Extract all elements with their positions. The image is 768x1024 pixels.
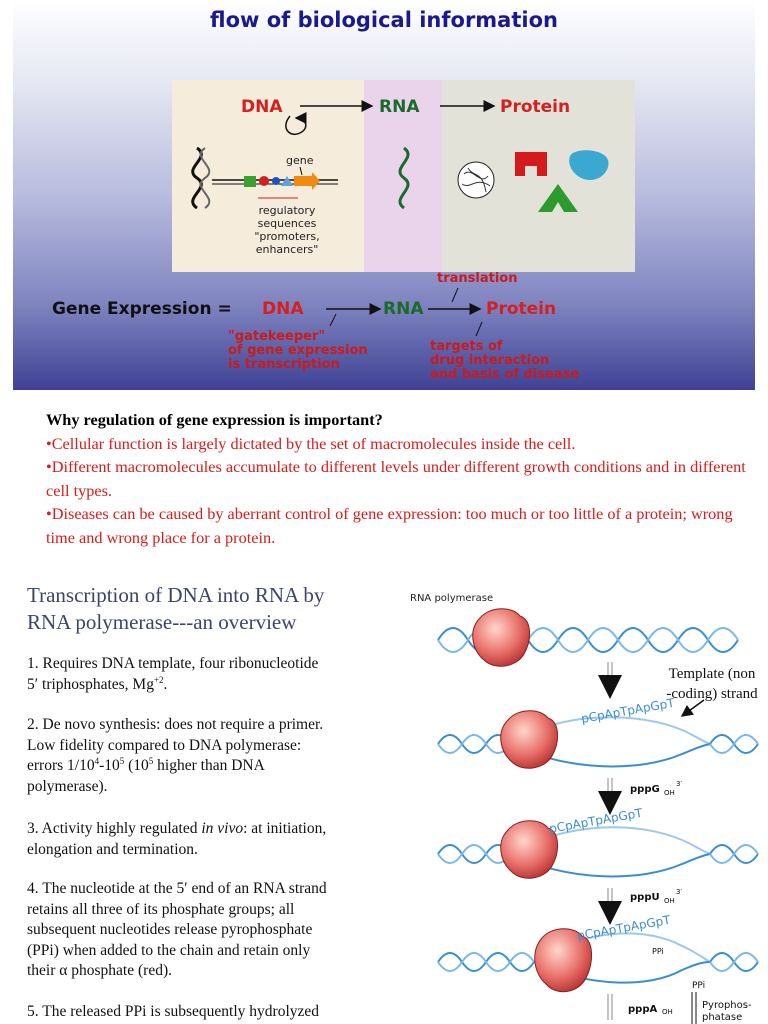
ge-rna-label: RNA (383, 299, 424, 319)
svg-text:3′: 3′ (676, 888, 683, 896)
central-dogma-graphics (0, 0, 768, 390)
globular-protein-icon (458, 162, 494, 198)
template-sequence-stage2: pCpApTpApGpT (580, 695, 676, 726)
red-protein-icon (515, 152, 547, 176)
why-bullet: •Diseases can be caused by aberrant control of gene expression: too much or too little of a protein; wrong time and wrong place for a protein. (46, 504, 733, 547)
pppg-label: pppG (630, 784, 660, 795)
svg-text:3′: 3′ (676, 780, 683, 788)
gatekeeper-note: "gatekeeper" of gene expression is transcription (228, 329, 368, 372)
gene-expression-label: Gene Expression = (52, 299, 232, 319)
transcription-heading: Transcription of DNA into RNA by RNA polymerase---an overview (27, 583, 325, 634)
ge-dna-label: DNA (262, 299, 304, 319)
dna-label: DNA (241, 97, 283, 117)
template-sequence-stage4: pCpApTpApGpT (576, 912, 672, 943)
svg-text:OH: OH (662, 1008, 673, 1016)
translation-label: translation (437, 271, 518, 286)
ge-protein-label: Protein (486, 299, 557, 319)
svg-text:phatase: phatase (702, 1012, 743, 1023)
why-regulation-section (46, 408, 746, 549)
template-strand-label: Template (non -coding) strand (666, 666, 758, 702)
promoter-box-icon (244, 176, 256, 187)
template-sequence-stage3: pCpApTpApGpT (548, 805, 644, 836)
transcription-diagram (420, 600, 768, 1024)
gene-arrow-icon (294, 172, 320, 190)
point-5: 5. The released PPi is subsequently hydrolyzed (27, 1003, 320, 1020)
ppi-label: PPi (692, 981, 706, 991)
blue-protein-icon (569, 150, 608, 180)
protein-label: Protein (500, 97, 571, 117)
rna-label: RNA (379, 97, 420, 117)
pppu-label: pppU (630, 892, 660, 903)
point-1: 1. Requires DNA template, four ribonucleotide 5′ triphosphates, $Mg^{+2}$. (27, 655, 319, 693)
page-title: flow of biological information (210, 8, 558, 32)
rna-squiggle-icon (400, 148, 408, 208)
point-4: 4. The nucleotide at the 5′ end of an RNA strand retains all three of its phosphate groups; all subsequent nucleotides release pyrophosphate (PPi) when added to the chain and retain only their α phosphate (red). (27, 880, 327, 979)
pppa-label: pppA (628, 1004, 658, 1015)
replication-loop-arrow (286, 116, 306, 134)
rna-polymerase-label: RNA polymerase (410, 593, 494, 604)
rna-polymerase-icon (473, 609, 530, 667)
pyrophosphatase-label: Pyrophos- (702, 1000, 752, 1011)
why-bullet: •Different macromolecules accumulate to different levels under different growth conditions and in different cell types. (46, 457, 746, 500)
point-2: 2. De novo synthesis: does not require a primer. Low fidelity compared to DNA polymerase: errors $1/10^4-10^5$ ($10^5$ higher than DNA polymerase). (27, 716, 324, 795)
svg-text:OH: OH (664, 897, 675, 905)
why-question: Why regulation of gene expression is important? (46, 410, 383, 429)
svg-text:OH: OH (664, 789, 675, 797)
drug-targets-note: targets of drug interaction and basis of disease (430, 339, 580, 382)
gene-label: gene (286, 154, 314, 167)
template-pointer-arrow (682, 700, 704, 716)
ppi-released-label: PPi (652, 947, 664, 956)
point-3: 3. Activity highly regulated in vivo: at initiation, elongation and termination. (27, 820, 327, 858)
regulatory-sequences-label: regulatory sequences "promoters, enhancers" (254, 204, 320, 256)
dna-helix-icon (193, 148, 202, 208)
why-bullet: •Cellular function is largely dictated by the set of macromolecules inside the cell. (46, 433, 576, 453)
